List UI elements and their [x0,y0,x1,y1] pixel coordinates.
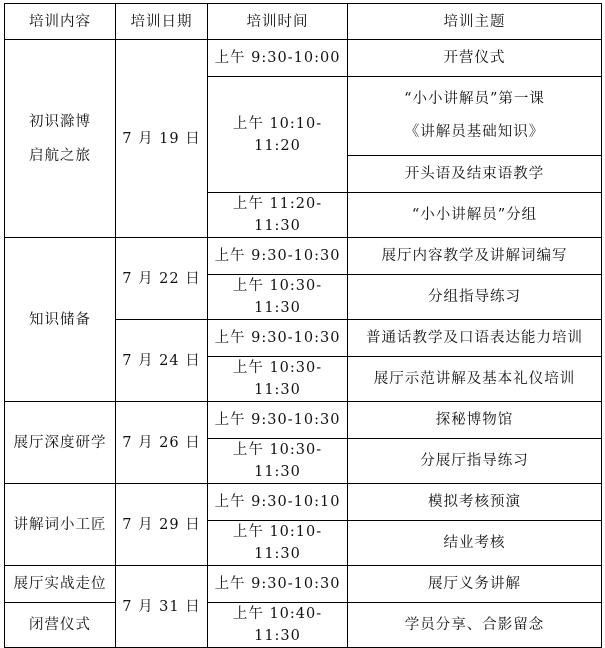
section-content: 展厅深度研学 [5,402,116,484]
session-topic: 展厅内容教学及讲解词编写 [348,238,602,275]
table-row [5,40,602,77]
section-content: 展厅实战走位 [5,566,116,603]
session-topic: 开营仪式 [348,40,602,77]
session-time: 上午 10:10-11:20 [208,77,348,193]
header-time: 培训时间 [208,4,348,40]
session-time: 上午 10:30-11:30 [208,357,348,402]
header-topic: 培训主题 [348,4,602,40]
session-time: 上午 9:30-10:10 [208,484,348,521]
table-row [5,402,602,439]
session-time: 上午 9:30-10:30 [208,402,348,439]
header-content: 培训内容 [5,4,116,40]
section-content: 讲解词小工匠 [5,484,116,566]
section-date: 7 月 29 日 [116,484,208,566]
section-content: 闭营仪式 [5,603,116,648]
session-time: 上午 11:20-11:30 [208,193,348,238]
session-time: 上午 10:10-11:30 [208,521,348,566]
session-time: 上午 10:30-11:30 [208,439,348,484]
section-date: 7 月 31 日 [116,566,208,648]
table-row [5,238,602,275]
session-time: 上午 9:30-10:30 [208,566,348,603]
session-time: 上午 9:30-10:00 [208,40,348,77]
section-date: 7 月 22 日 [116,238,208,320]
session-topic: 探秘博物馆 [348,402,602,439]
session-time: 上午 10:40-11:30 [208,603,348,648]
table-row [5,603,602,648]
session-time: 上午 10:30-11:30 [208,275,348,320]
section-content: 知识储备 [5,238,116,402]
session-time: 上午 9:30-10:30 [208,320,348,357]
session-topic: 开头语及结束语教学 [348,156,602,193]
session-topic: 展厅示范讲解及基本礼仪培训 [348,357,602,402]
session-topic: 模拟考核预演 [348,484,602,521]
schedule-table-container [4,3,602,648]
session-topic: 学员分享、合影留念 [348,603,602,648]
session-time: 上午 9:30-10:30 [208,238,348,275]
session-topic: “小小讲解员”第一课 《讲解员基础知识》 [348,77,602,156]
session-topic: 分组指导练习 [348,275,602,320]
table-row [5,566,602,603]
header-row [5,4,602,40]
session-topic: “小小讲解员”分组 [348,193,602,238]
training-schedule-table [4,3,602,648]
section-content: 初识滁博 启航之旅 [5,40,116,238]
session-topic: 结业考核 [348,521,602,566]
section-date: 7 月 26 日 [116,402,208,484]
header-date: 培训日期 [116,4,208,40]
section-date: 7 月 24 日 [116,320,208,402]
session-topic: 分展厅指导练习 [348,439,602,484]
session-topic: 展厅义务讲解 [348,566,602,603]
table-row [5,484,602,521]
session-topic: 普通话教学及口语表达能力培训 [348,320,602,357]
section-date: 7 月 19 日 [116,40,208,238]
